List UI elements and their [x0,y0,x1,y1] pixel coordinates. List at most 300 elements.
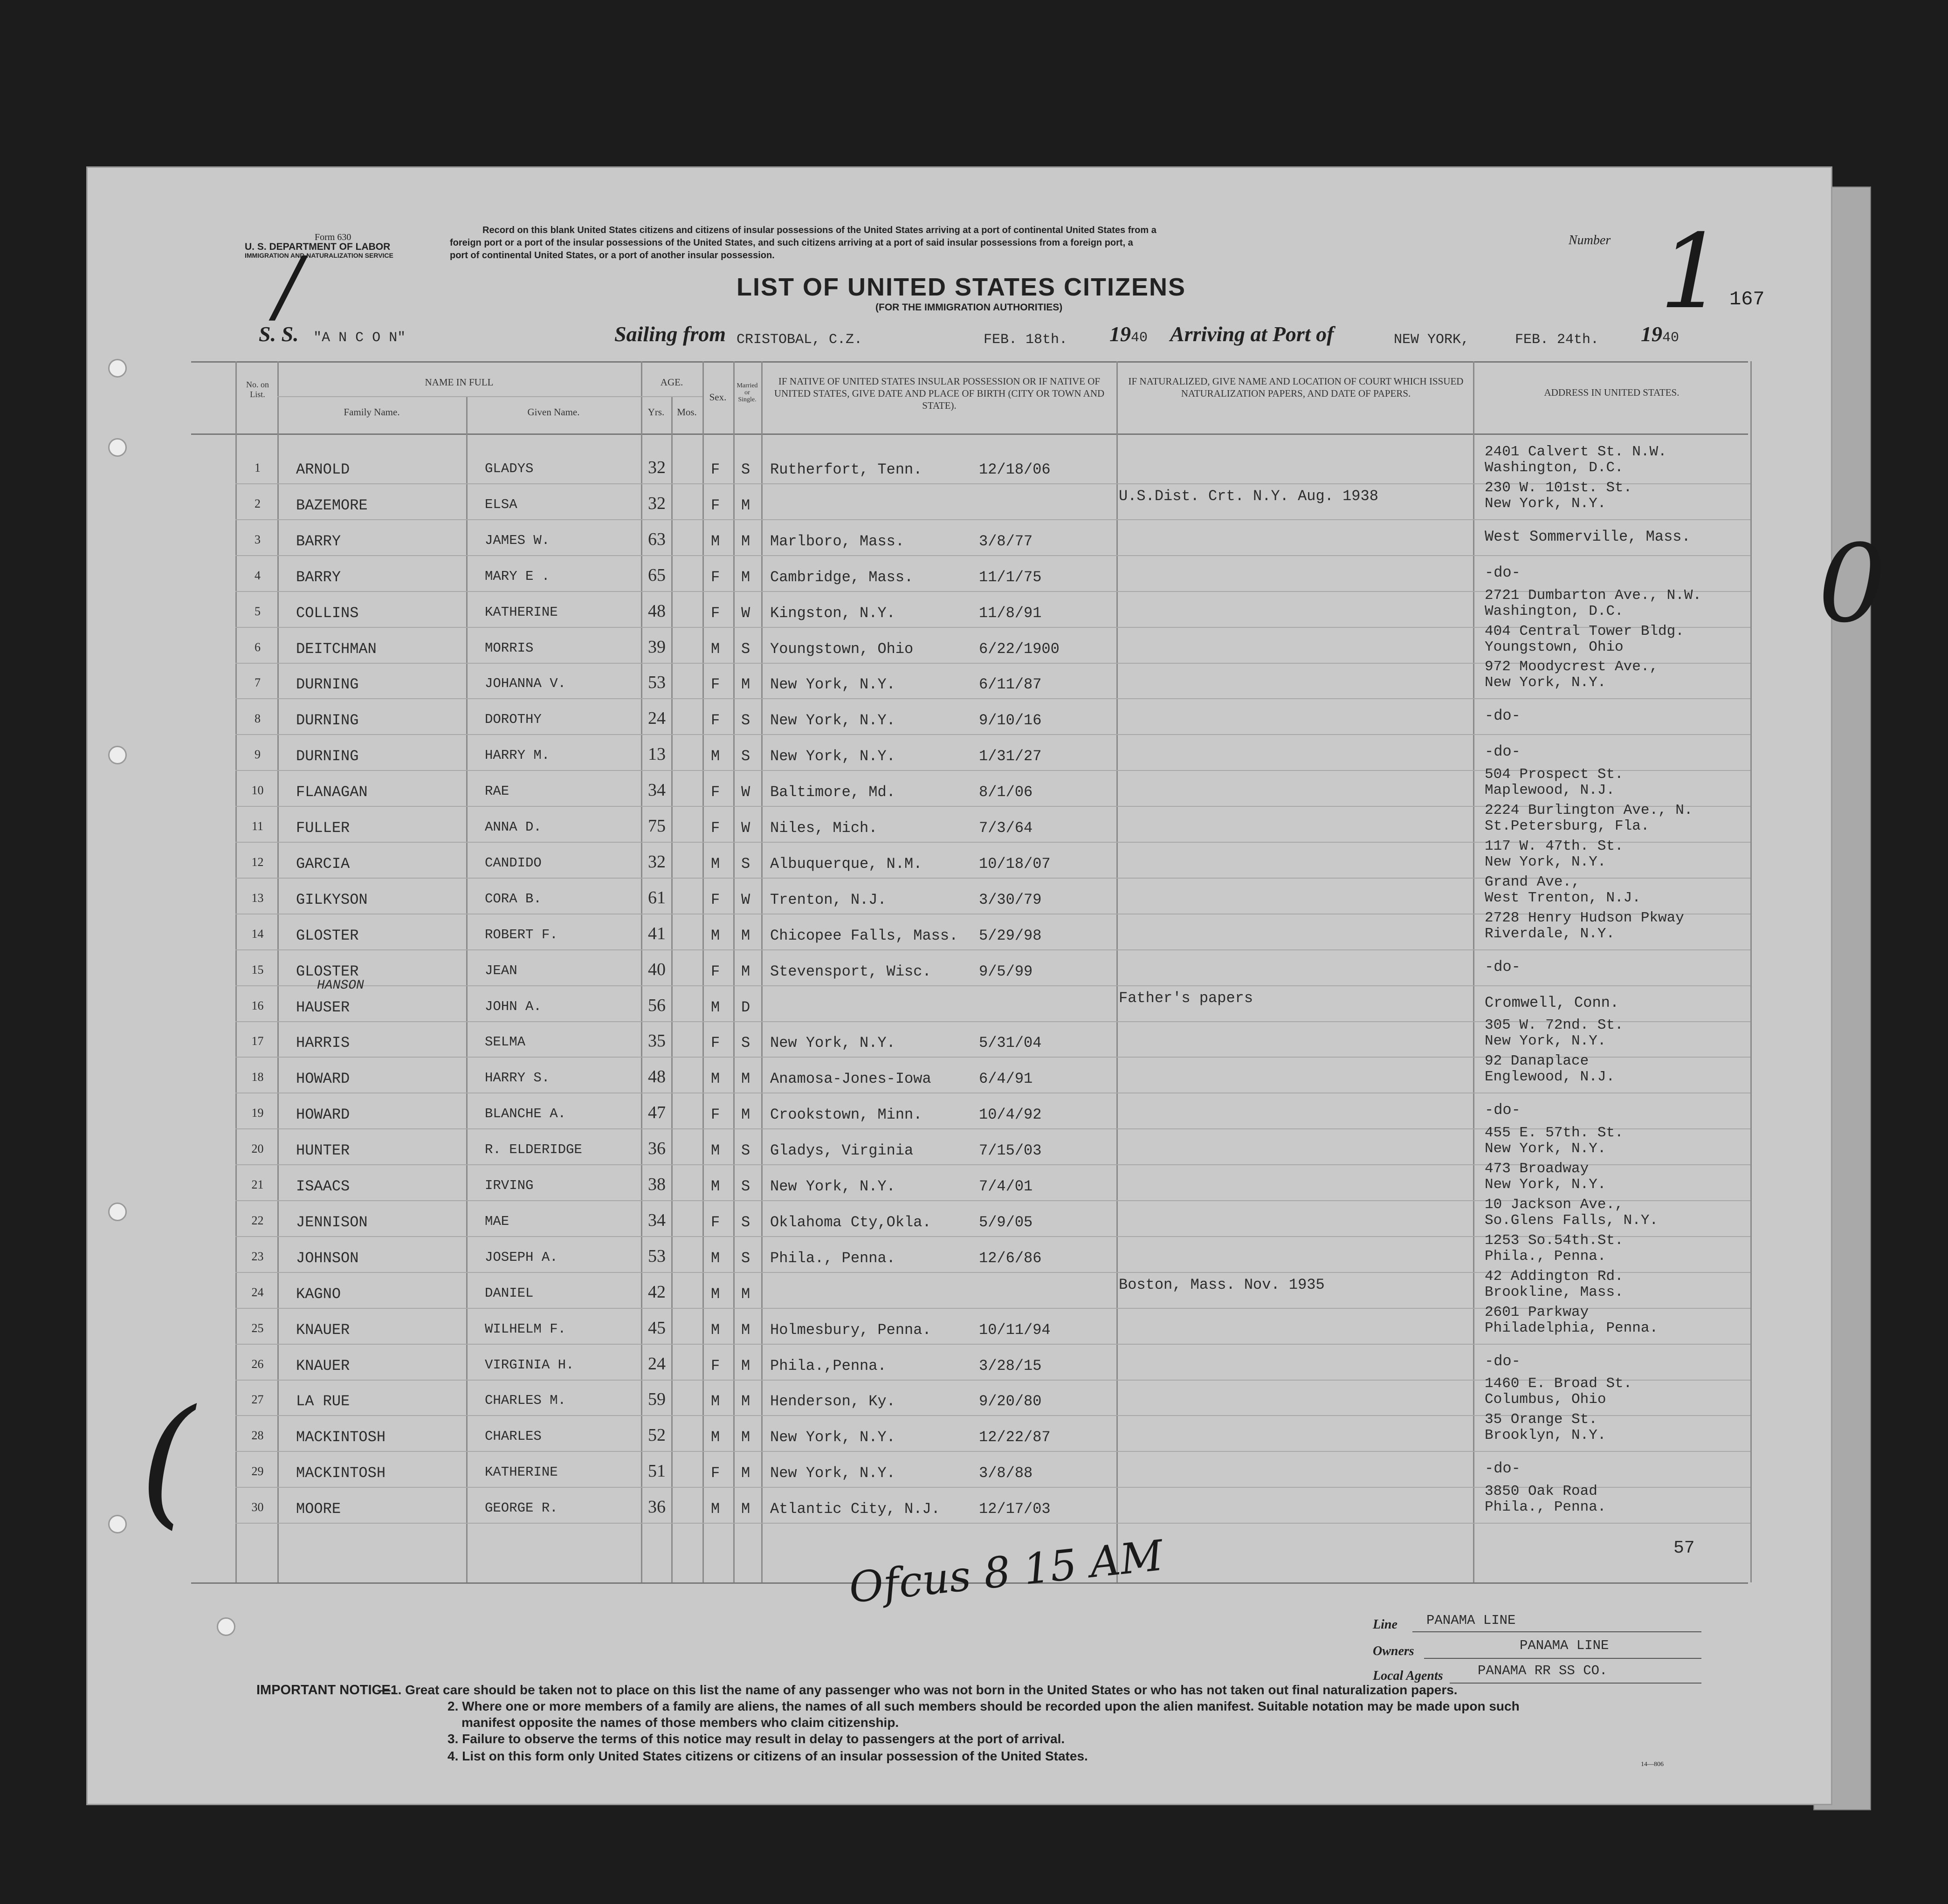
cell-ms: S [741,1034,750,1052]
year-prefix: 19 [1641,322,1662,346]
header-family-name: Family Name. [344,406,400,418]
cell-no: 8 [255,712,261,725]
cell-given: ELSA [485,497,517,512]
cell-ms: M [741,1321,750,1339]
header-name-in-full: NAME IN FULL [425,377,494,388]
cell-ms: M [741,963,750,980]
cell-given: MORRIS [485,640,534,656]
cell-sex: M [711,1285,720,1303]
cell-given: JOHANNA V. [485,676,566,691]
notice-item-2-continued: manifest opposite the names of those members who claim citizenship. [461,1715,899,1730]
header-address: ADDRESS IN UNITED STATES. [1544,387,1680,398]
cell-sex: M [711,1178,720,1195]
cell-addr1: 455 E. 57th. St. [1485,1125,1624,1141]
cell-sex: M [711,748,720,765]
cell-birthdate: 3/28/15 [979,1357,1042,1375]
cell-sex: M [711,640,720,658]
cell-given: GLADYS [485,461,534,476]
cell-birthplace: Trenton, N.J. [770,891,887,908]
cell-family: HOWARD [296,1106,350,1123]
cell-family: BARRY [296,569,341,586]
cell-no: 9 [255,748,261,761]
cell-given: WILHELM F. [485,1321,566,1337]
header-birth: IF NATIVE OF UNITED STATES INSULAR POSSESSION OR IF NATIVE OF UNITED STATES, GIVE DATE AND PLACE OF BIRTH (CITY OR TOWN AND STATE). [774,376,1105,411]
cell-ms: S [741,712,750,729]
page-number: 167 [1729,288,1765,310]
table-row [0,956,1750,992]
cell-age: 36 [648,1497,666,1517]
cell-family: HUNTER [296,1142,350,1159]
cell-age: 63 [648,529,666,549]
cell-addr2: New York, N.Y. [1485,674,1606,691]
cell-birthdate: 3/8/77 [979,533,1033,550]
form-number: Form 630 [315,232,351,242]
cell-birthplace: New York, N.Y. [770,1429,895,1446]
name-subheader-line [277,396,641,397]
cell-addr2: Phila., Penna. [1485,1248,1606,1265]
cell-birthdate: 5/31/04 [979,1034,1042,1052]
cell-family: FLANAGAN [296,784,368,801]
header-yrs: Yrs. [647,406,665,418]
cell-ms: M [741,1393,750,1410]
cell-age: 51 [648,1461,666,1481]
cell-birthdate: 6/4/91 [979,1070,1033,1087]
cell-birthdate: 11/1/75 [979,569,1042,586]
cell-addr1: 10 Jackson Ave., [1485,1196,1624,1213]
age-subheader-line [641,396,702,397]
cell-no: 14 [251,927,264,941]
header-mos: Mos. [677,406,697,418]
notice-item-3: 3. Failure to observe the terms of this notice may result in delay to passengers at the port of arrival. [447,1732,1065,1746]
cell-ms: S [741,748,750,765]
col-divider [1750,361,1752,1582]
cell-no: 22 [251,1214,264,1227]
cell-addr1: 1253 So.54th.St. [1485,1232,1624,1249]
sailing-from: CRISTOBAL, C.Z. [737,332,863,348]
cell-birthdate: 10/4/92 [979,1106,1042,1123]
cell-given: CORA B. [485,891,542,907]
table-row [0,1053,1750,1099]
cell-birthdate: 1/31/27 [979,748,1042,765]
cell-family: DURNING [296,748,359,765]
cell-family: MACKINTOSH [296,1429,386,1446]
cell-ms: D [741,999,750,1016]
notice-item-2: 2. Where one or more members of a family are aliens, the names of all such members should be recorded upon the alien manifest. Suitable notation may be made upon such [447,1699,1520,1713]
cell-birthdate: 10/18/07 [979,855,1051,873]
cell-addr2: New York, N.Y. [1485,1176,1606,1193]
cell-addr1: 404 Central Tower Bldg. [1485,623,1684,639]
cell-sex: M [711,1250,720,1267]
cell-addr1: 3850 Oak Road [1485,1483,1597,1499]
cell-no: 29 [251,1464,264,1478]
cell-birthplace: Baltimore, Md. [770,784,895,801]
cell-addr1: -do- [1485,1353,1521,1370]
cell-birthdate: 11/8/91 [979,605,1042,622]
cell-sex: M [711,1393,720,1410]
cell-age: 48 [648,601,666,621]
table-row [0,480,1750,526]
cell-birthdate: 12/6/86 [979,1250,1042,1267]
cell-age: 61 [648,888,666,907]
cell-sex: F [711,497,720,514]
cell-family: MACKINTOSH [296,1464,386,1482]
cell-given: JEAN [485,963,517,978]
table-row [0,910,1750,956]
cell-age: 32 [648,458,666,477]
row-rule [235,555,1750,556]
cell-age: 40 [648,960,666,979]
sail-year [1109,322,1148,346]
tally-number: 57 [1673,1538,1695,1558]
cell-age: 41 [648,924,666,943]
cell-addr1: -do- [1485,1460,1521,1477]
cell-ms: S [741,1250,750,1267]
cell-family: MOORE [296,1500,341,1518]
notice-item-4: 4. List on this form only United States citizens or citizens of an insular possession of the United States. [447,1749,1088,1763]
line-label: Line [1373,1617,1397,1632]
cell-birthplace: Phila.,Penna. [770,1357,887,1375]
cell-age: 32 [648,494,666,513]
cell-addr1: West Sommerville, Mass. [1485,528,1691,545]
cell-addr2: Brooklyn, N.Y. [1485,1427,1606,1443]
cell-addr2: Phila., Penna. [1485,1499,1606,1515]
cell-ms: S [741,1142,750,1159]
cell-sex: F [711,712,720,729]
cell-birthdate: 5/9/05 [979,1214,1033,1231]
cell-addr2: West Trenton, N.J. [1485,890,1641,906]
cell-no: 17 [251,1034,264,1048]
printing-code: 14—806 [1641,1761,1664,1768]
cell-age: 75 [648,816,666,836]
cell-addr2: Washington, D.C. [1485,460,1624,476]
cell-age: 34 [648,780,666,800]
punch-hole [217,1617,235,1636]
arriving-label: Arriving at Port of [1170,322,1334,346]
form-title: LIST OF UNITED STATES CITIZENS [737,273,1186,301]
cell-birthdate: 9/20/80 [979,1393,1042,1410]
cell-age: 36 [648,1139,666,1158]
cell-ms: M [741,1285,750,1303]
cell-sex: M [711,533,720,550]
ss-label: S. S. [259,322,299,346]
cell-addr2: Washington, D.C. [1485,603,1624,619]
agents-value: PANAMA RR SS CO. [1478,1663,1608,1678]
cell-birthdate: 12/17/03 [979,1500,1051,1518]
cell-birthdate: 7/4/01 [979,1178,1033,1195]
table-row [0,526,1750,562]
cell-birthplace: Kingston, N.Y. [770,605,895,622]
cell-ms: M [741,1106,750,1123]
cell-age: 38 [648,1175,666,1194]
row-rule [235,1451,1750,1452]
cell-given: JOSEPH A. [485,1250,558,1265]
cell-birthdate: 7/15/03 [979,1142,1042,1159]
cell-sex: M [711,1429,720,1446]
cell-sex: F [711,605,720,622]
cell-ms: W [741,891,750,908]
cell-birthdate: 8/1/06 [979,784,1033,801]
cell-family: ARNOLD [296,461,350,478]
cell-addr2: Youngstown, Ohio [1485,639,1624,655]
table-row [0,705,1750,741]
notice-title: IMPORTANT NOTICE. [256,1683,394,1698]
cell-given: JAMES W. [485,533,550,548]
cell-ms: S [741,855,750,873]
cell-age: 47 [648,1103,666,1122]
cell-ms: M [741,1429,750,1446]
cell-birthplace: New York, N.Y. [770,1178,895,1195]
cell-given: RAE [485,784,509,799]
header-naturalized: IF NATURALIZED, GIVE NAME AND LOCATION OF COURT WHICH ISSUED NATURALIZATION PAPERS, AND DATE OF PAPERS. [1128,376,1464,399]
cell-birthdate: 9/10/16 [979,712,1042,729]
cell-addr2: Englewood, N.J. [1485,1069,1615,1085]
cell-addr1: -do- [1485,707,1521,724]
cell-given: MAE [485,1214,509,1229]
cell-sex: F [711,784,720,801]
cell-addr2: New York, N.Y. [1485,1141,1606,1157]
handwritten-arrival-note: Ofcus 8 15 AM [847,1531,1166,1613]
cell-ms: S [741,1214,750,1231]
cell-sex: M [711,855,720,873]
cell-no: 11 [251,819,264,833]
arrive-date: FEB. 24th. [1515,332,1599,348]
cell-birthdate: 3/30/79 [979,891,1042,908]
cell-no: 19 [251,1106,264,1120]
cell-birthplace: Albuquerque, N.M. [770,855,922,873]
cell-ms: S [741,461,750,478]
cell-birthplace: Niles, Mich. [770,819,878,837]
record-note-line-2: foreign port or a port of the insular possessions of the United States, and such citizens arriving at a port of said insular possessions from a foreign port, a [450,238,1133,248]
cell-no: 2 [255,497,261,510]
cell-birthplace: New York, N.Y. [770,1034,895,1052]
cell-age: 56 [648,996,666,1015]
punch-hole [108,438,127,457]
form-subtitle: (FOR THE IMMIGRATION AUTHORITIES) [875,302,1063,313]
cell-no: 23 [251,1250,264,1263]
cell-family: GILKYSON [296,891,368,908]
cell-addr2: St.Petersburg, Fla. [1485,818,1650,834]
cell-no: 28 [251,1429,264,1442]
cell-addr1: 2401 Calvert St. N.W. [1485,444,1667,460]
cell-sex: F [711,1464,720,1482]
cell-addr1: 42 Addington Rd. [1485,1268,1624,1285]
agents-rule [1450,1683,1701,1684]
cell-birthplace: Atlantic City, N.J. [770,1500,940,1518]
cell-nat: Father's papers [1119,990,1253,1007]
cell-sex: F [711,819,720,837]
cell-given: MARY E . [485,569,550,584]
record-note-line-3: port of continental United States, or a port of another insular possession. [450,250,775,261]
notice-item-1: —1. Great care should be taken not to place on this list the name of any passenger who was not born in the United States or who has not taken out final naturalization papers. [378,1683,1458,1697]
cell-given: CHARLES [485,1429,542,1444]
owners-label: Owners [1373,1644,1414,1658]
cell-sex: M [711,1070,720,1087]
cell-birthplace: Henderson, Ky. [770,1393,895,1410]
cell-family: JOHNSON [296,1250,359,1267]
cell-birthdate: 9/5/99 [979,963,1033,980]
table-row [0,1304,1750,1350]
cell-ms: M [741,1464,750,1482]
cell-no: 24 [251,1285,264,1299]
cell-sex: M [711,1500,720,1518]
cell-birthdate: 12/18/06 [979,461,1051,478]
cell-addr1: 2721 Dumbarton Ave., N.W. [1485,587,1702,604]
cell-sex: F [711,1106,720,1123]
cell-family: COLLINS [296,605,359,622]
cell-ms: W [741,605,750,622]
cell-addr1: 2601 Parkway [1485,1304,1589,1320]
cell-no: 13 [251,891,264,905]
cell-birthplace: Rutherfort, Tenn. [770,461,922,478]
arriving-port: NEW YORK, [1394,332,1470,348]
cell-sex: F [711,676,720,693]
cell-addr1: -do- [1485,958,1521,976]
cell-addr1: 1460 E. Broad St. [1485,1375,1632,1392]
cell-sex: M [711,1142,720,1159]
cell-addr1: 473 Broadway [1485,1161,1589,1177]
cell-ms: S [741,1178,750,1195]
cell-birthplace: New York, N.Y. [770,1464,895,1482]
cell-given: R. ELDERIDGE [485,1142,582,1157]
cell-birthplace: Holmesbury, Penna. [770,1321,931,1339]
cell-family: LA RUE [296,1393,350,1410]
cell-sex: F [711,1214,720,1231]
cell-addr1: -do- [1485,743,1521,760]
cell-addr1: Grand Ave., [1485,874,1580,890]
cell-given: HARRY S. [485,1070,550,1086]
cell-no: 27 [251,1393,264,1406]
sail-date: FEB. 18th. [984,332,1068,348]
cell-ms: M [741,676,750,693]
cell-age: 45 [648,1318,666,1338]
header-married: Married or Single. [737,382,758,403]
cell-birthplace: New York, N.Y. [770,676,895,693]
cell-given: KATHERINE [485,1464,558,1480]
header-given-name: Given Name. [527,406,580,418]
cell-age: 39 [648,637,666,657]
cell-ms: W [741,784,750,801]
cell-birthplace: Anamosa-Jones-Iowa [770,1070,931,1087]
table-row [0,1411,1750,1457]
cell-no: 12 [251,855,264,869]
owners-rule [1424,1658,1701,1659]
record-note-line-1: Record on this blank United States citizens and citizens of insular possessions of the United States arriving at a port of continental United States from a [482,225,1156,235]
cell-addr2: Philadelphia, Penna. [1485,1320,1659,1336]
cell-given: DOROTHY [485,712,542,727]
cell-given: JOHN A. [485,999,542,1014]
cell-addr1: 230 W. 101st. St. [1485,480,1632,496]
cell-birthplace: Crookstown, Minn. [770,1106,922,1123]
cell-ms: M [741,497,750,514]
cell-addr2: New York, N.Y. [1485,854,1606,870]
cell-no: 25 [251,1321,264,1335]
cell-nat: U.S.Dist. Crt. N.Y. Aug. 1938 [1119,488,1378,505]
cell-no: 3 [255,533,261,546]
cell-family: GLOSTER [296,927,359,944]
cell-ms: M [741,533,750,550]
cell-birthdate: 6/22/1900 [979,640,1060,658]
cell-given: IRVING [485,1178,534,1193]
cell-birthplace: Gladys, Virginia [770,1142,914,1159]
number-value: 1 [1659,212,1725,331]
cell-ms: M [741,1357,750,1375]
header-bottom-border [191,433,1748,435]
cell-age: 35 [648,1031,666,1051]
row-rule [235,1523,1750,1524]
cell-birthplace: Youngstown, Ohio [770,640,914,658]
cell-no: 1 [255,461,261,474]
cell-given: CANDIDO [485,855,542,871]
cell-addr1: 117 W. 47th. St. [1485,838,1624,854]
cell-ms: M [741,1070,750,1087]
cell-family: ISAACS [296,1178,350,1195]
cell-age: 53 [648,1246,666,1266]
cell-age: 24 [648,708,666,728]
cell-family: DEITCHMAN [296,640,377,658]
cell-given: DANIEL [485,1285,534,1301]
cell-family: HOWARD [296,1070,350,1087]
owners-value: PANAMA LINE [1520,1638,1609,1653]
punch-hole [108,359,127,378]
cell-age: 24 [648,1354,666,1374]
cell-sex: F [711,1357,720,1375]
cell-birthplace: Stevensport, Wisc. [770,963,931,980]
cell-birthplace: Marlboro, Mass. [770,533,905,550]
cell-nat: Boston, Mass. Nov. 1935 [1119,1276,1325,1293]
cell-given: KATHERINE [485,605,558,620]
cell-no: 15 [251,963,264,976]
table-row [0,1483,1750,1529]
cell-sex: F [711,891,720,908]
cell-birthdate: 7/3/64 [979,819,1033,837]
table-row [0,659,1750,705]
cell-age: 52 [648,1425,666,1445]
cell-birthplace: Oklahoma Cty,Okla. [770,1214,931,1231]
cell-addr2: Maplewood, N.J. [1485,782,1615,798]
year-value: 40 [1131,330,1148,346]
cell-birthdate: 5/29/98 [979,927,1042,944]
cell-family: GLOSTER [296,963,359,980]
cell-given: ROBERT F. [485,927,558,942]
cell-birthplace: New York, N.Y. [770,712,895,729]
cell-addr1: -do- [1485,1101,1521,1119]
cell-birthdate: 3/8/88 [979,1464,1033,1482]
handwritten-zero-mark: 0 [1818,522,1886,646]
cell-addr2: New York, N.Y. [1485,1033,1606,1049]
cell-age: 32 [648,852,666,872]
cell-age: 59 [648,1389,666,1409]
cell-family: GARCIA [296,855,350,873]
cell-no: 4 [255,569,261,582]
row-rule [235,698,1750,699]
line-value: PANAMA LINE [1426,1613,1516,1628]
cell-no: 10 [251,784,264,797]
cell-ms: M [741,927,750,944]
cell-sex: M [711,999,720,1016]
cell-sex: F [711,461,720,478]
cell-birthplace: Cambridge, Mass. [770,569,914,586]
cell-age: 65 [648,565,666,585]
handwritten-slash: / [275,240,302,332]
cell-ms: M [741,569,750,586]
cell-age: 53 [648,673,666,692]
cell-age: 48 [648,1067,666,1086]
line-rule [1412,1631,1701,1632]
agents-label: Local Agents [1373,1669,1443,1683]
cell-birthplace: Chicopee Falls, Mass. [770,927,958,944]
row-rule [235,734,1750,735]
header-age: AGE. [660,377,683,388]
